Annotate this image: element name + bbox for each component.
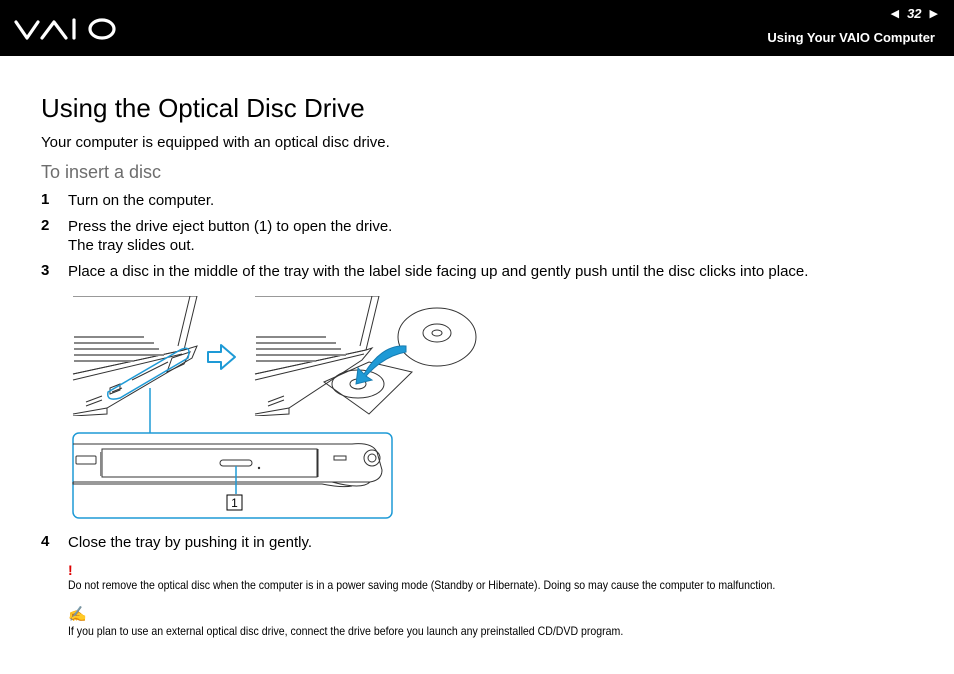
callout-label-1 [226,494,244,517]
vaio-logo [14,14,122,47]
arrow-right-icon [206,343,238,376]
page-navigation [891,6,938,21]
drive-highlight [100,336,196,407]
step-number: 2 [41,217,50,234]
step-3 [41,262,808,281]
subheading: To insert a disc [41,162,162,182]
section-title: Using Your VAIO Computer [767,30,935,45]
step-text: Turn on the computer. [68,192,215,209]
tip-text: If you plan to use an external optical disc drive, connect the drive before you launch any preinstalled CD/DVD program. [68,624,624,638]
step-text: Close the tray by pushing it in gently. [68,534,313,551]
step-text: Press the drive eject button (1) to open the drive. [68,218,393,235]
triangle-right-icon[interactable]: ▶ [929,8,938,20]
pen-hand-icon: ✍ [68,606,87,623]
step-text: The tray slides out. [68,237,195,254]
warning-text: Do not remove the optical disc when the computer is in a power saving mode (Standby or Hibernate). Doing so may cause the computer to malfunction. [68,578,776,592]
intro-text: Your computer is equipped with an optical disc drive. [41,134,390,151]
step-number: 4 [41,533,50,550]
step-number: 1 [41,191,50,208]
callout-label-text: 1 [231,496,238,510]
warning-icon: ! [68,562,73,578]
step-text: Place a disc in the middle of the tray with the label side facing up and gently push until the disc clicks into place. [68,263,809,280]
page-number: 32 [907,6,922,21]
step-4 [41,533,312,552]
step-1 [41,191,214,210]
triangle-left-icon[interactable]: ◀ [890,8,900,20]
page-header [0,0,954,56]
laptop-tray-open-illustration [254,296,484,421]
step-2 [41,217,392,255]
page-title: Using the Optical Disc Drive [41,93,365,123]
step-number: 3 [41,262,50,279]
